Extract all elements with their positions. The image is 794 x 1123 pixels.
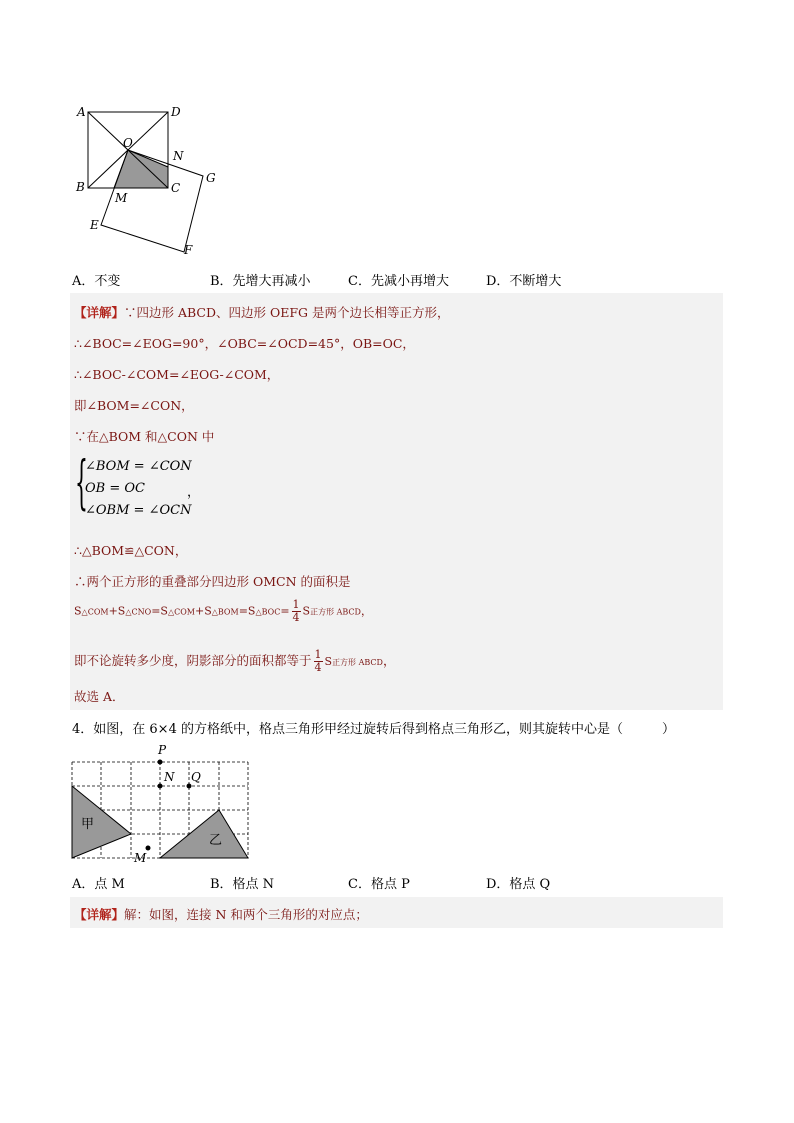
solution-3-line4: 即∠BOM=∠CON， <box>74 398 194 413</box>
solution-3-block <box>70 293 723 710</box>
solution-4-block <box>70 897 723 928</box>
solution-3-line5: ∵在△BOM 和△CON 中 <box>74 429 215 444</box>
label-c: C <box>171 181 181 195</box>
solution-header: 【详解】 <box>74 305 125 320</box>
solution-header: 【详解】 <box>74 907 125 922</box>
label-n: N <box>173 149 184 163</box>
solution-text: ∵四边形 ABCD、四边形 OEFG 是两个边长相等正方形， <box>124 305 450 320</box>
option-d: D．不断增大 <box>486 274 562 289</box>
question-4-text: 4．如图，在 6×4 的方格纸中，格点三角形甲经过旋转后得到格点三角形乙，则其旋转中心是（ ） <box>72 722 675 737</box>
point-n <box>158 784 163 789</box>
label-jia: 甲 <box>81 817 95 832</box>
label-f: F <box>184 243 193 257</box>
label-q: Q <box>191 770 201 784</box>
solution-3-line2: ∴∠BOC=∠EOG=90°，∠OBC=∠OCD=45°，OB=OC， <box>74 336 415 351</box>
option-b: B．格点 N <box>210 877 275 892</box>
system-eq3: ∠OBM = ∠OCN <box>85 503 192 518</box>
label-n2: N <box>164 770 175 784</box>
system-comma: ， <box>187 485 201 500</box>
system-eq2: OB = OC <box>85 481 145 496</box>
point-p <box>158 760 163 765</box>
option-a: A．点 M <box>72 877 125 892</box>
label-m: M <box>115 191 128 205</box>
option-a: A．不变 <box>72 274 121 289</box>
option-c: C．格点 P <box>348 877 410 892</box>
label-a: A <box>77 105 86 119</box>
point-m <box>146 846 151 851</box>
solution-3-line6: ∴△BOM≌△CON， <box>74 543 188 558</box>
label-e: E <box>90 218 99 232</box>
solution-3-line1 <box>74 303 450 321</box>
label-m2: M <box>134 851 147 865</box>
label-g: G <box>206 171 216 185</box>
solution-4-line1 <box>74 905 368 923</box>
solution-3-line3: ∴∠BOC-∠COM=∠EOG-∠COM， <box>74 367 280 382</box>
fraction-one-quarter-2: $\frac{1}{4}$ <box>314 648 322 674</box>
solution-3-line10: 故选 A． <box>74 689 125 704</box>
solution-3-area-equation: S△COM+S△CNO=S△COM+S△BOM=S△BOC= $\frac{1}{4}$ S正方形 ABCD， <box>74 598 372 624</box>
equation-system <box>75 448 265 518</box>
option-c: C．先减小再增大 <box>348 274 449 289</box>
label-yi: 乙 <box>209 833 223 848</box>
solution-3-line7: ∴两个正方形的重叠部分四边形 OMCN 的面积是 <box>74 574 351 589</box>
label-b: B <box>76 180 85 194</box>
brace-symbol: { <box>75 448 88 516</box>
grid-rotation-figure <box>64 740 256 868</box>
square-rotation-figure <box>70 98 230 260</box>
label-o: O <box>123 136 133 150</box>
label-d: D <box>171 105 181 119</box>
option-d: D．格点 Q <box>486 877 551 892</box>
point-q <box>187 784 192 789</box>
label-p: P <box>158 743 167 757</box>
option-b: B．先增大再减小 <box>210 274 311 289</box>
system-eq1: ∠BOM = ∠CON <box>85 459 192 474</box>
solution-3-line9: 即不论旋转多少度，阴影部分的面积都等于 $\frac{1}{4}$ S正方形 ABCD， <box>74 648 396 674</box>
solution-text: 解：如图，连接 N 和两个三角形的对应点； <box>124 907 368 922</box>
fraction-one-quarter: $\frac{1}{4}$ <box>292 598 300 624</box>
